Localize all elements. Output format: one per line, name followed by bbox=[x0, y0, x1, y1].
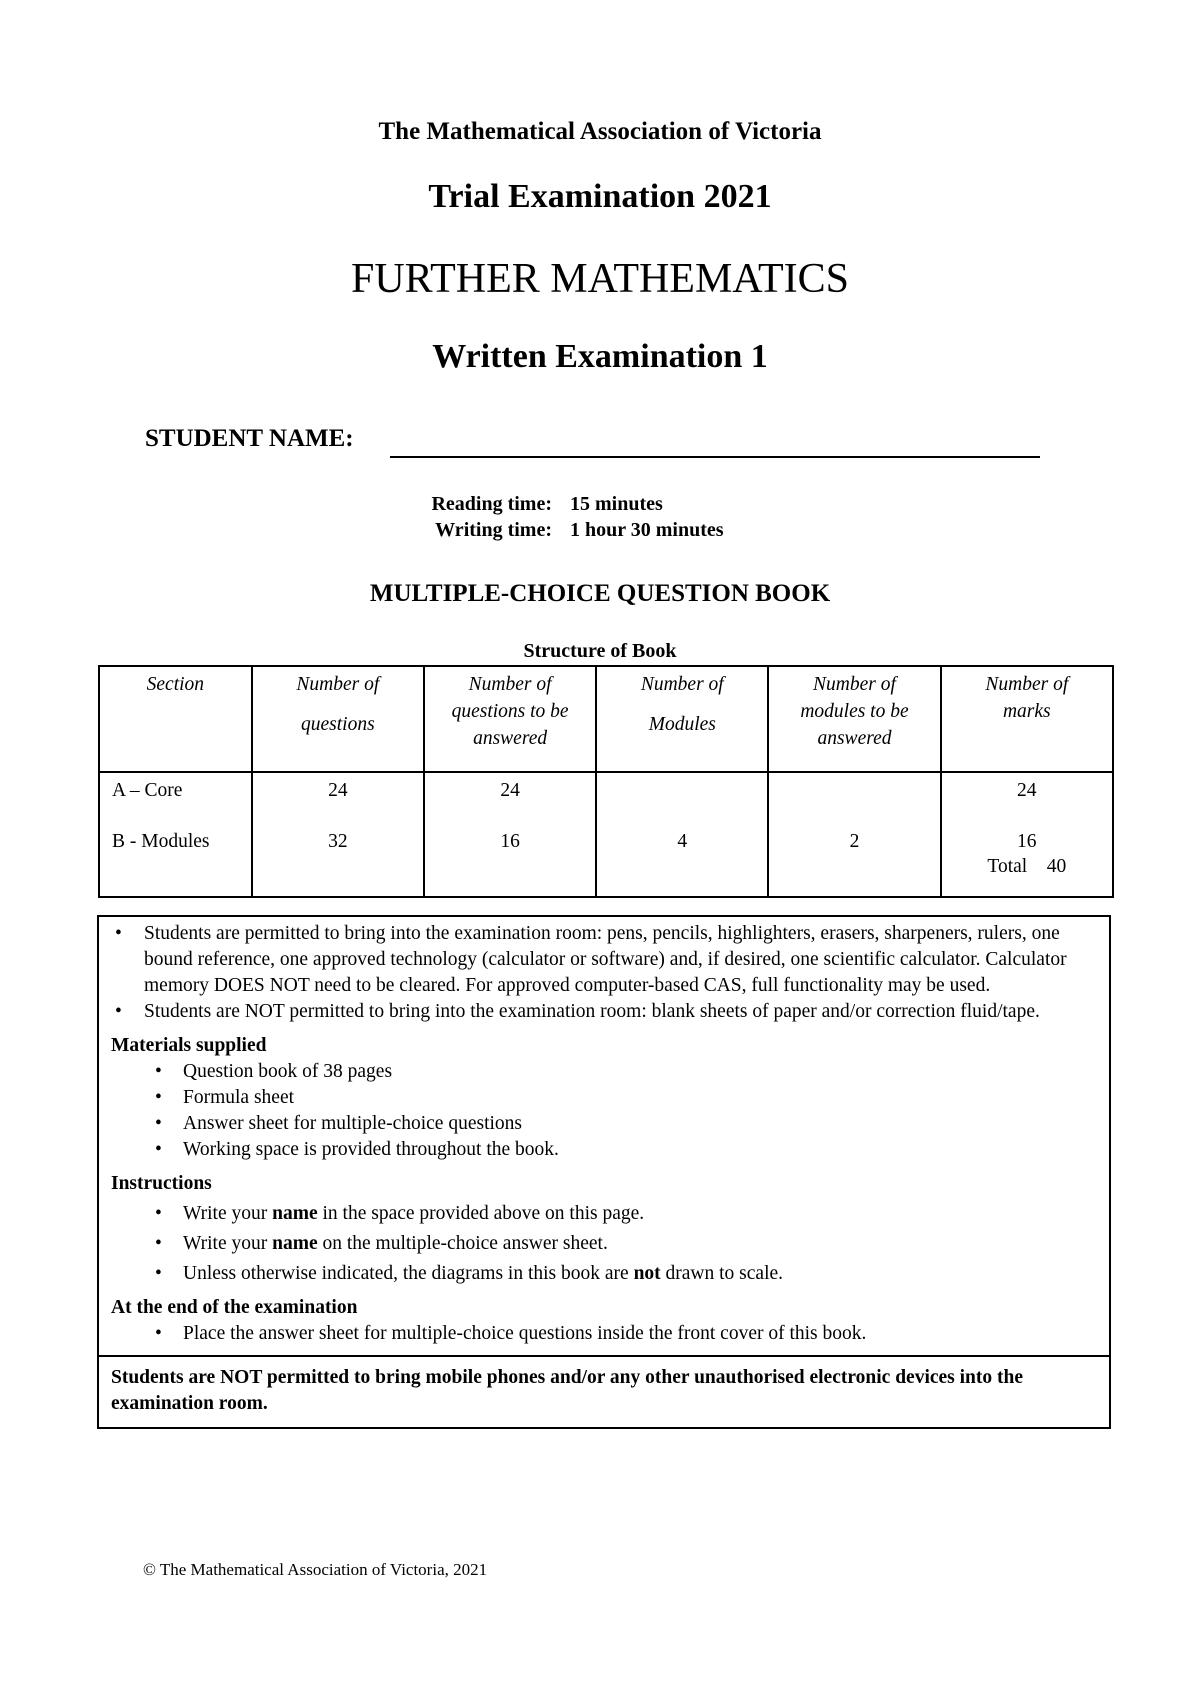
instr-text: Write your bbox=[183, 1203, 273, 1224]
subject-title: FURTHER MATHEMATICS bbox=[350, 256, 850, 302]
cell-text bbox=[597, 778, 767, 803]
cell-marks bbox=[941, 772, 1113, 897]
list-item: • Answer sheet for multiple-choice questions bbox=[111, 1111, 1095, 1137]
table-header-row bbox=[99, 666, 1113, 772]
book-title: MULTIPLE-CHOICE QUESTION BOOK bbox=[369, 580, 831, 607]
instr-bold: not bbox=[633, 1263, 661, 1284]
exam-type-title: Trial Examination 2021 bbox=[428, 178, 772, 215]
cell-text: 32 bbox=[328, 831, 348, 852]
information-box bbox=[97, 915, 1111, 1429]
header-section bbox=[99, 666, 252, 772]
instr-text: drawn to scale. bbox=[660, 1263, 784, 1284]
cell-text: 24 bbox=[500, 780, 520, 801]
materials-heading: Materials supplied bbox=[111, 1035, 267, 1056]
header-text: modules to be bbox=[800, 701, 909, 722]
cell-text: 16 bbox=[1017, 831, 1037, 852]
instr-bold: name bbox=[272, 1233, 318, 1254]
list-item bbox=[111, 1201, 1095, 1227]
header-text: Number of bbox=[640, 674, 724, 695]
header-marks bbox=[941, 666, 1113, 772]
cell-to-answer bbox=[424, 772, 596, 897]
end-heading: At the end of the examination bbox=[111, 1297, 358, 1318]
writing-time-label: Writing time: bbox=[435, 519, 552, 541]
header-section-text: Section bbox=[146, 674, 205, 695]
cell-text: 4 bbox=[677, 831, 688, 852]
list-item: • Working space is provided throughout the book. bbox=[111, 1137, 1095, 1163]
permitted-item: • Students are permitted to bring into the examination room: pens, pencils, highlighters, erasers, sharpeners, rulers, one bound reference, one approved technology (calculator or software) and, if desired, one scientific calculator. Calculator memory DOES NOT need to be cleared. For approved computer-based CAS, full functionality may be used. bbox=[111, 921, 1095, 999]
header-text: Number of bbox=[468, 674, 552, 695]
header-modules bbox=[596, 666, 768, 772]
total-row bbox=[942, 854, 1112, 879]
header-text: Number of bbox=[985, 674, 1069, 695]
cell-questions bbox=[252, 772, 424, 897]
cell-text: 24 bbox=[328, 780, 348, 801]
list-item: • Question book of 38 pages bbox=[111, 1059, 1095, 1085]
device-warning: Students are NOT permitted to bring mobile phones and/or any other unauthorised electronic devices into the examination room. bbox=[99, 1355, 1109, 1427]
instructions-heading: Instructions bbox=[111, 1173, 212, 1194]
paper-title: Written Examination 1 bbox=[432, 338, 768, 375]
header-text: answered bbox=[473, 728, 548, 749]
cell-modules bbox=[596, 772, 768, 897]
instr-text: on the multiple-choice answer sheet. bbox=[317, 1233, 608, 1254]
header-text: Modules bbox=[648, 714, 716, 735]
reading-time-label: Reading time: bbox=[431, 493, 552, 515]
total-value: 40 bbox=[1046, 856, 1067, 877]
table-row bbox=[99, 772, 1113, 897]
header-text: answered bbox=[817, 728, 892, 749]
organisation-title: The Mathematical Association of Victoria bbox=[378, 118, 822, 145]
writing-time-row bbox=[395, 519, 724, 542]
total-label: Total bbox=[987, 856, 1028, 877]
header-questions bbox=[252, 666, 424, 772]
list-item bbox=[111, 1231, 1095, 1257]
permission-list bbox=[111, 921, 1095, 1025]
reading-time-value: 15 minutes bbox=[570, 493, 663, 515]
header-modules-to-answer bbox=[768, 666, 940, 772]
instr-text: Unless otherwise indicated, the diagrams in this book are bbox=[183, 1263, 634, 1284]
instr-text: in the space provided above on this page. bbox=[317, 1203, 645, 1224]
cell-text: 24 bbox=[1017, 780, 1037, 801]
end-list bbox=[111, 1321, 1095, 1347]
structure-title: Structure of Book bbox=[523, 640, 677, 662]
structure-table bbox=[98, 665, 1114, 898]
cell-text: A – Core bbox=[112, 780, 183, 801]
list-item bbox=[111, 1261, 1095, 1287]
materials-list bbox=[111, 1059, 1095, 1163]
cell-modules-answer bbox=[768, 772, 940, 897]
copyright-notice: © The Mathematical Association of Victoria, 2021 bbox=[143, 1560, 488, 1579]
header-text: marks bbox=[1002, 701, 1051, 722]
header-text: questions bbox=[301, 714, 375, 735]
reading-time-row bbox=[395, 493, 663, 516]
cell-text bbox=[769, 778, 939, 803]
list-item: • Formula sheet bbox=[111, 1085, 1095, 1111]
instructions-list bbox=[111, 1201, 1095, 1287]
not-permitted-item: • Students are NOT permitted to bring into the examination room: blank sheets of paper and/or correction fluid/tape. bbox=[111, 999, 1095, 1025]
header-text: questions to be bbox=[451, 701, 569, 722]
list-item: • Place the answer sheet for multiple-choice questions inside the front cover of this book. bbox=[111, 1321, 1095, 1347]
cell-text: B - Modules bbox=[112, 831, 210, 852]
instr-bold: name bbox=[272, 1203, 318, 1224]
student-name-line[interactable] bbox=[390, 456, 1040, 458]
header-text: Number of bbox=[813, 674, 896, 695]
cell-section bbox=[99, 772, 252, 897]
cell-text: 2 bbox=[849, 831, 860, 852]
student-name-label: STUDENT NAME: bbox=[145, 425, 354, 452]
writing-time-value: 1 hour 30 minutes bbox=[570, 519, 724, 541]
instr-text: Write your bbox=[183, 1233, 273, 1254]
header-text: Number of bbox=[296, 674, 380, 695]
header-questions-to-answer bbox=[424, 666, 596, 772]
cell-text: 16 bbox=[500, 831, 520, 852]
